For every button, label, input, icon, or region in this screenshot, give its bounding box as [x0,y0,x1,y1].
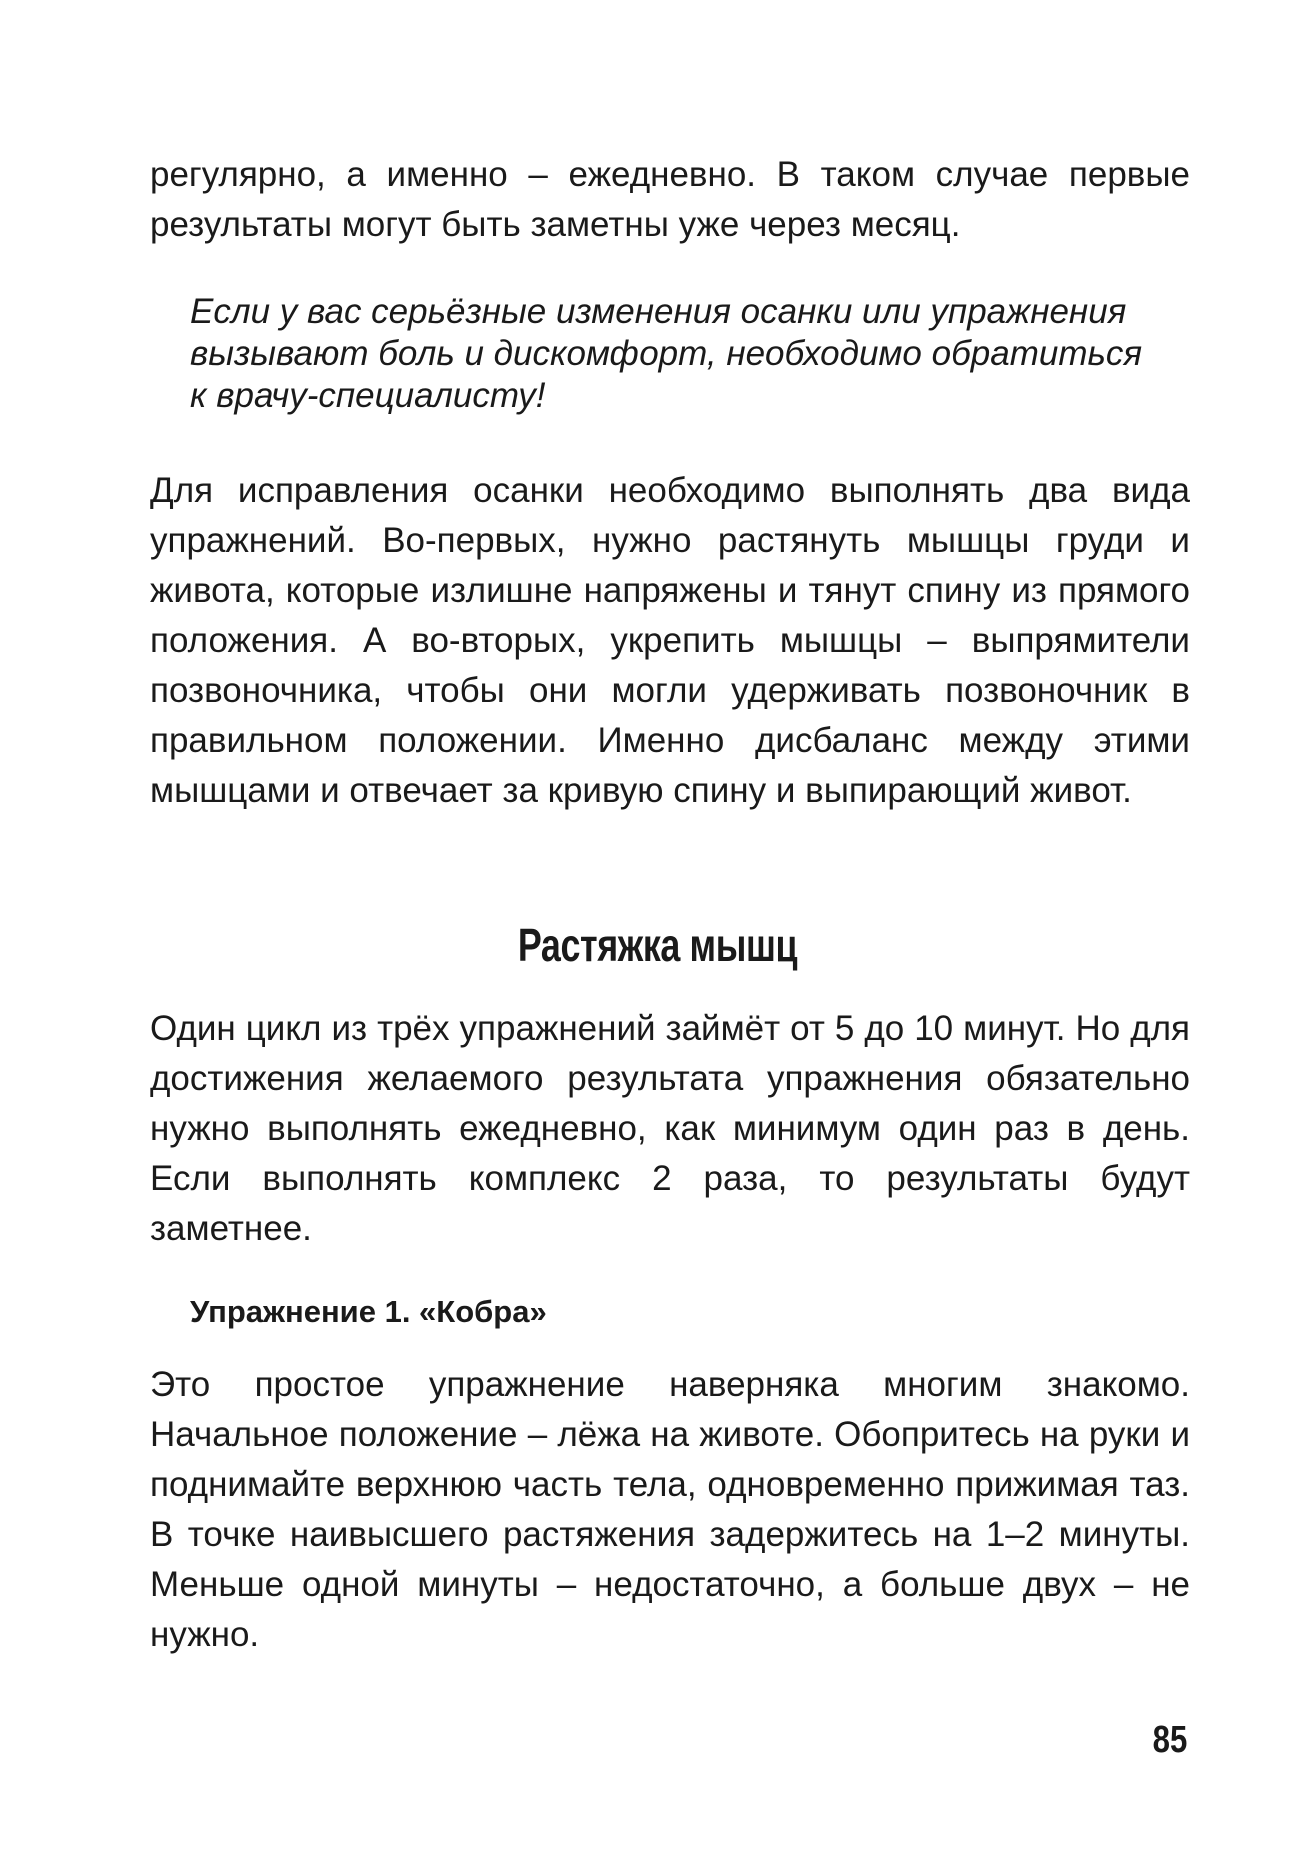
warning-note-line-2: вызывают боль и дискомфорт, необходимо обратиться [190,334,1143,373]
cobra-paragraph: Это простое упражнение наверняка многим знакомо. Начальное положение – лёжа на животе. Обопритесь на руки и поднимайте верхнюю часть тела, одновременно прижимая таз. В точке наивысшего растяжения задержитесь на 1–2 минуты. Меньше одной минуты – недостаточно, а больше двух – не нужно. [150,1365,1190,1654]
cycle-paragraph: Один цикл из трёх упражнений займёт от 5 до 10 минут. Но для достижения желаемого результата упражнения обязательно нужно выполнять ежедневно, как минимум один раз в день. Если выполнять комплекс 2 раза, то результаты будут заметнее. [150,1009,1190,1248]
warning-note-line-1: Если у вас серьёзные изменения осанки или упражнения [190,292,1127,331]
warning-note-line-3: к врачу-специалисту! [190,376,546,415]
exercise-heading: Упражнение 1. «Кобра» [190,1294,547,1329]
intro-continuation-paragraph: регулярно, а именно – ежедневно. В таком случае первые результаты могут быть заметны уже через месяц. [150,155,1190,244]
section-heading: Растяжка мышц [517,919,798,971]
warning-note [190,291,1180,417]
page-number: 85 [1152,1719,1187,1761]
posture-paragraph: Для исправления осанки необходимо выполнять два вида упражнений. Во-первых, нужно растянуть мышцы груди и живота, которые излишне напряжены и тянут спину из прямого положения. А во-вторых, укрепить мышцы – выпрямители позвоночника, чтобы они могли удерживать позвоночник в правильном положении. Именно дисбаланс между этими мышцами и отвечает за кривую спину и выпирающий живот. [150,471,1190,810]
